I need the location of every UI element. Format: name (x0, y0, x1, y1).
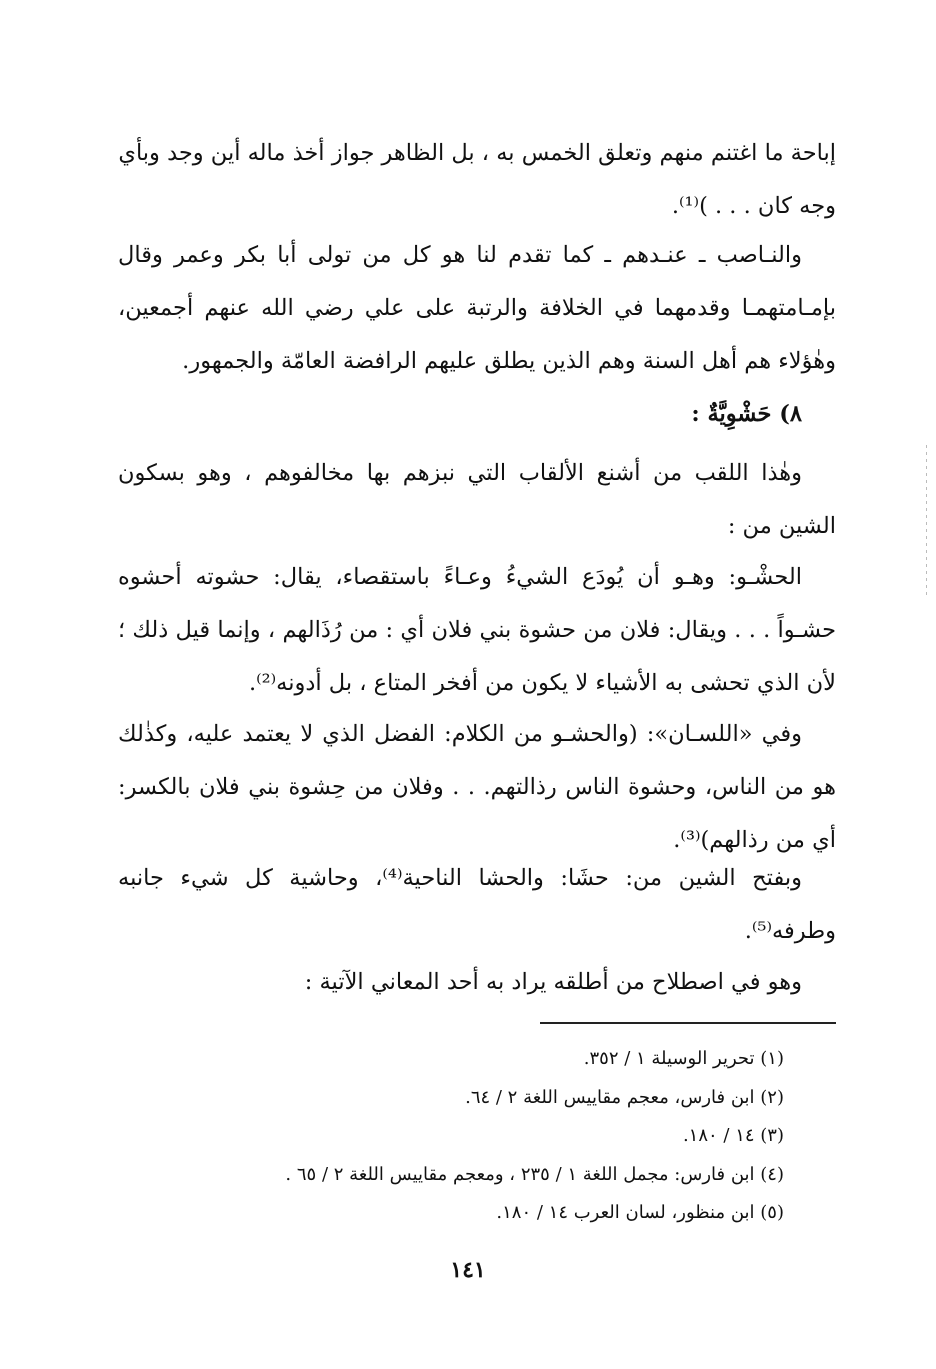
paragraph-4 (118, 551, 836, 710)
footnote-4: (٤) ابن فارس: مجمل اللغة ١ / ٢٣٥ ، ومعجم مقاييس اللغة ٢ / ٦٥ . (285, 1163, 784, 1185)
paragraph-7-text: وهو في اصطلاح من أطلقه يراد به أحد المعاني الآتية : (304, 969, 802, 995)
paragraph-1-line-2: وجه كان . . . )⁽¹⁾. (671, 193, 836, 219)
paragraph-4-text: الحشْـو: وهـو أن يُودَع الشيءُ وعـاءً باستقصاء، يقال: حشوته أحشوه حشـواً . . . ويقال: فلان من حشوة بني فلان أي : من رُذَالهم ، وإنما قيل ذلك ؛ لأن الذي تحشى به الأشياء لا يكون من أفخر المتاع ، بل أدونه⁽²⁾. (118, 564, 836, 696)
paragraph-2 (118, 229, 836, 388)
paragraph-6-text: وبفتح الشين من: حشَا: والحشا الناحية⁽⁴⁾، وحاشية كل شيء جانبه وطرفه⁽⁵⁾. (118, 865, 836, 944)
paragraph-5 (118, 708, 836, 867)
section-heading (118, 388, 836, 441)
scan-edge-mark (926, 445, 927, 595)
page-number: ١٤١ (450, 1257, 486, 1283)
footnotes (118, 1040, 784, 1233)
paragraph-5-text: وفي «اللسـان»: (والحشـو من الكلام: الفضل الذي لا يعتمد عليه، وكذٰلك هو من الناس، وحشوة الناس رذالتهم. . . وفلان من حِشوة بني فلان بالكسر: أي من رذالهم)⁽³⁾. (118, 721, 836, 853)
footnote-separator (540, 1022, 836, 1024)
paragraph-3 (118, 447, 836, 553)
footnote-3: (٣) ١٤ / ١٨٠. (682, 1125, 784, 1146)
footnote-2: (٢) ابن فارس، معجم مقاييس اللغة ٢ / ٦٤. (465, 1086, 784, 1108)
paragraph-3-text: وهٰذا اللقب من أشنع الألقاب التي نبزهم بها مخالفوهم ، وهو بسكون الشين من : (118, 460, 836, 539)
paragraph-7 (118, 956, 836, 1009)
paragraph-6 (118, 852, 836, 958)
paragraph-2-text: والنـاصب ـ عنـدهم ـ كما تقدم لنا هو كل من تولى أبا بكر وعمر وقال بإمـامتهمـا وقدمهما في الخلافة والرتبة على علي رضي الله عنهم أجمعين، وهٰؤلاء هم أهل السنة وهم الذين يطلق عليهم الرافضة العامّة والجمهور. (118, 242, 836, 374)
footnote-1: (١) تحرير الوسيلة ١ / ٣٥٢. (583, 1048, 784, 1069)
section-heading-text: ٨) حَشْوِيَّةٌ : (691, 401, 802, 427)
paragraph-1-line-1: إباحة ما اغتنم منهم وتعلق الخمس به ، بل الظاهر جواز أخذ ماله أين وجد وبأي (118, 140, 836, 166)
footnote-5: (٥) ابن منظور، لسان العرب ١٤ / ١٨٠. (496, 1202, 784, 1223)
paragraph-1 (118, 127, 836, 233)
